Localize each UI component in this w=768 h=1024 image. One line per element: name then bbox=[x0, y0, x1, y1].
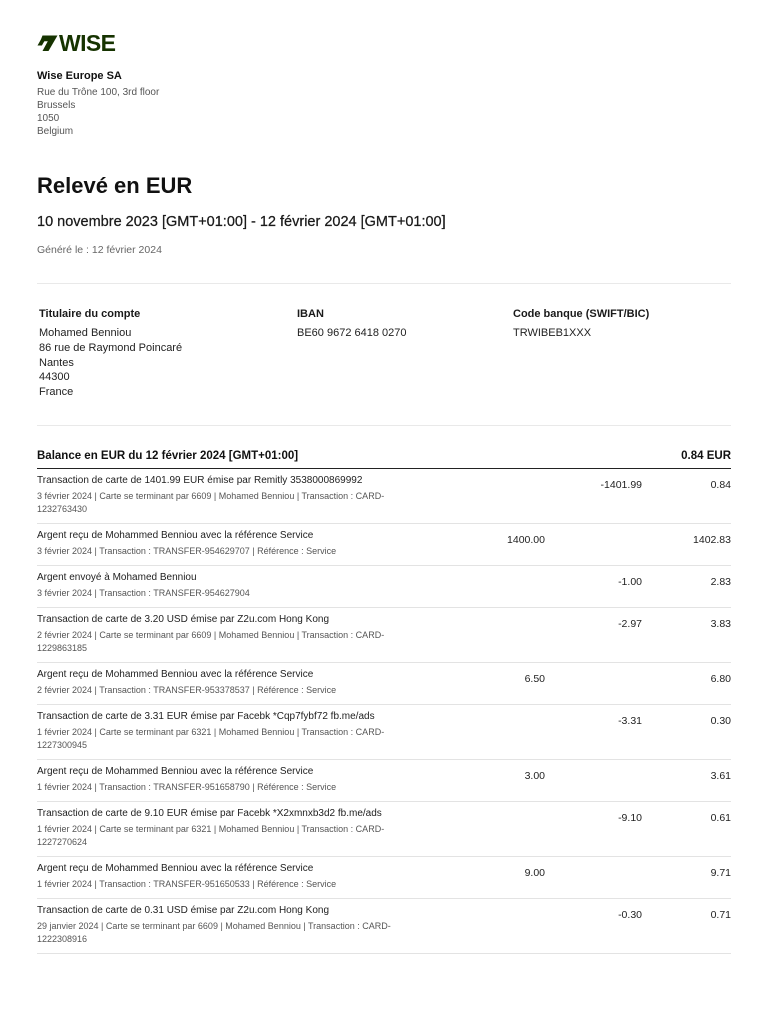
divider bbox=[37, 283, 731, 284]
table-row bbox=[37, 566, 731, 608]
table-row bbox=[37, 899, 731, 954]
transaction-detail: 1 février 2024 | Transaction : TRANSFER-951658790 | Référence : Service bbox=[37, 782, 337, 792]
transaction-title: Transaction de carte de 0.31 USD émise par Z2u.com Hong Kong bbox=[37, 905, 330, 916]
swift-label: Code banque (SWIFT/BIC) bbox=[513, 308, 650, 320]
issuer-address-line: 1050 bbox=[37, 112, 60, 124]
table-row bbox=[37, 608, 731, 663]
statement-title: Relevé en EUR bbox=[37, 173, 193, 198]
table-row bbox=[37, 469, 731, 524]
amount-in: 9.00 bbox=[524, 867, 545, 879]
transaction-detail: 1227300945 bbox=[37, 740, 88, 750]
wise-flag-icon bbox=[37, 34, 58, 52]
amount-in: 6.50 bbox=[524, 673, 545, 685]
issuer-address-line: Brussels bbox=[37, 99, 76, 111]
transaction-detail: 1222308916 bbox=[37, 934, 88, 944]
table-header bbox=[37, 443, 731, 469]
balance-header-label: Balance en EUR du 12 février 2024 [GMT+01:00] bbox=[37, 450, 299, 462]
transaction-title: Argent reçu de Mohammed Benniou avec la référence Service bbox=[37, 530, 314, 541]
transaction-title: Transaction de carte de 9.10 EUR émise par Facebk *X2xmnxb3d2 fb.me/ads bbox=[37, 808, 382, 819]
table-row bbox=[37, 663, 731, 705]
running-balance: 9.71 bbox=[710, 867, 731, 879]
balance-header-amount: 0.84 EUR bbox=[681, 450, 731, 462]
divider bbox=[37, 425, 731, 426]
running-balance: 6.80 bbox=[710, 673, 731, 685]
transaction-detail: 2 février 2024 | Carte se terminant par 6609 | Mohamed Benniou | Transaction : CARD- bbox=[37, 630, 385, 640]
running-balance: 3.61 bbox=[710, 770, 731, 782]
transaction-title: Argent reçu de Mohammed Benniou avec la référence Service bbox=[37, 766, 314, 777]
running-balance: 1402.83 bbox=[693, 534, 731, 546]
account-holder-line: 44300 bbox=[39, 371, 70, 384]
running-balance: 0.61 bbox=[710, 812, 731, 824]
issuer-name: Wise Europe SA bbox=[37, 70, 122, 82]
running-balance: 0.84 bbox=[710, 479, 731, 491]
account-holder-line: Mohamed Benniou bbox=[39, 327, 132, 339]
amount-in: 1400.00 bbox=[507, 534, 545, 546]
issuer-address bbox=[37, 86, 159, 138]
account-holder-line: Nantes bbox=[39, 356, 74, 369]
issuer-address-line: Belgium bbox=[37, 125, 74, 137]
transaction-detail: 1232763430 bbox=[37, 504, 88, 514]
transaction-title: Argent reçu de Mohammed Benniou avec la référence Service bbox=[37, 669, 314, 680]
wise-logo bbox=[37, 32, 115, 54]
running-balance: 3.83 bbox=[710, 618, 731, 630]
transaction-detail: 3 février 2024 | Transaction : TRANSFER-954629707 | Référence : Service bbox=[37, 546, 337, 556]
transaction-detail: 3 février 2024 | Carte se terminant par 6609 | Mohamed Benniou | Transaction : CARD- bbox=[37, 491, 385, 501]
amount-in: 3.00 bbox=[524, 770, 545, 782]
issuer-block bbox=[37, 69, 159, 138]
transactions-table bbox=[37, 443, 731, 954]
transaction-title: Argent envoyé à Mohamed Benniou bbox=[37, 572, 197, 583]
account-holder-line: 86 rue de Raymond Poincaré bbox=[39, 341, 183, 354]
transaction-title: Transaction de carte de 1401.99 EUR émise par Remitly 3538000869992 bbox=[37, 475, 363, 486]
running-balance: 2.83 bbox=[710, 576, 731, 588]
swift-block bbox=[513, 307, 649, 341]
account-holder-address bbox=[39, 326, 182, 400]
transaction-detail: 1 février 2024 | Carte se terminant par 6321 | Mohamed Benniou | Transaction : CARD- bbox=[37, 727, 385, 737]
account-holder-label: Titulaire du compte bbox=[39, 308, 141, 320]
table-row bbox=[37, 705, 731, 760]
transaction-title: Argent reçu de Mohammed Benniou avec la référence Service bbox=[37, 863, 314, 874]
running-balance: 0.30 bbox=[710, 715, 731, 727]
issuer-address-line: Rue du Trône 100, 3rd floor bbox=[37, 86, 160, 98]
account-holder-line: France bbox=[39, 386, 74, 398]
amount-out: -9.10 bbox=[618, 812, 642, 824]
amount-out: -1.00 bbox=[618, 576, 642, 588]
transaction-detail: 2 février 2024 | Transaction : TRANSFER-953378537 | Référence : Service bbox=[37, 685, 337, 695]
wise-wordmark: WISE bbox=[59, 30, 116, 56]
generated-date: Généré le : 12 février 2024 bbox=[37, 244, 162, 256]
table-row bbox=[37, 524, 731, 566]
amount-out: -2.97 bbox=[618, 618, 642, 630]
amount-out: -3.31 bbox=[618, 715, 642, 727]
transaction-detail: 1 février 2024 | Transaction : TRANSFER-951650533 | Référence : Service bbox=[37, 879, 337, 889]
transaction-detail: 1227270624 bbox=[37, 837, 88, 847]
statement-period: 10 novembre 2023 [GMT+01:00] - 12 février 2024 [GMT+01:00] bbox=[37, 214, 446, 230]
swift-value: TRWIBEB1XXX bbox=[513, 327, 592, 339]
transaction-title: Transaction de carte de 3.31 EUR émise par Facebk *Cqp7fybf72 fb.me/ads bbox=[37, 711, 375, 722]
transaction-detail: 3 février 2024 | Transaction : TRANSFER-954627904 bbox=[37, 588, 250, 598]
iban-value: BE60 9672 6418 0270 bbox=[297, 327, 407, 339]
transaction-detail: 29 janvier 2024 | Carte se terminant par 6609 | Mohamed Benniou | Transaction : CARD- bbox=[37, 921, 391, 931]
table-row bbox=[37, 857, 731, 899]
transaction-detail: 1 février 2024 | Carte se terminant par 6321 | Mohamed Benniou | Transaction : CARD- bbox=[37, 824, 385, 834]
account-holder-block bbox=[39, 307, 182, 400]
iban-label: IBAN bbox=[297, 308, 324, 320]
amount-out: -1401.99 bbox=[600, 479, 642, 491]
table-row bbox=[37, 760, 731, 802]
iban-block bbox=[297, 307, 407, 341]
amount-out: -0.30 bbox=[618, 909, 642, 921]
running-balance: 0.71 bbox=[710, 909, 731, 921]
transaction-title: Transaction de carte de 3.20 USD émise par Z2u.com Hong Kong bbox=[37, 614, 330, 625]
table-row bbox=[37, 802, 731, 857]
transaction-detail: 1229863185 bbox=[37, 643, 88, 653]
